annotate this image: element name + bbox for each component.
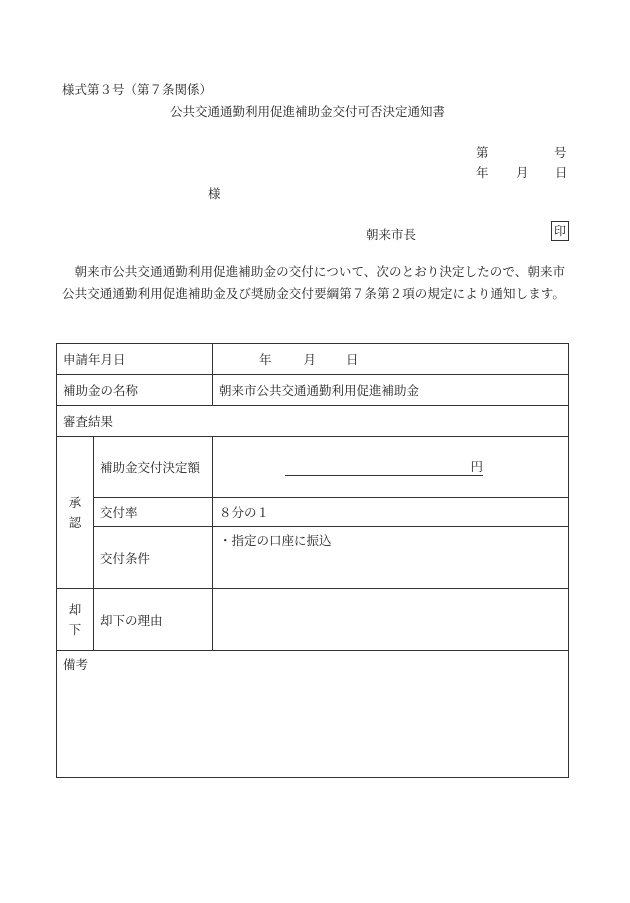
addressee-suffix: 様 bbox=[208, 186, 221, 201]
application-date-month: 月 bbox=[303, 352, 317, 367]
issue-date-day: 日 bbox=[555, 165, 568, 180]
rate-label: 交付率 bbox=[94, 498, 213, 527]
table-row bbox=[57, 437, 569, 498]
decided-amount-value bbox=[213, 437, 569, 498]
issuer-name: 朝来市長 bbox=[366, 227, 417, 242]
approval-char-1: 承 bbox=[68, 494, 82, 510]
rejection-char-2: 下 bbox=[68, 621, 82, 637]
application-date-year: 年 bbox=[259, 352, 272, 367]
rate-value: ８分の１ bbox=[213, 498, 569, 527]
table-row bbox=[57, 375, 569, 406]
rejection-char-1: 却 bbox=[68, 601, 82, 617]
conditions-label: 交付条件 bbox=[94, 527, 213, 589]
table-row bbox=[57, 589, 569, 651]
subsidy-name-value: 朝来市公共交通通勤利用促進補助金 bbox=[213, 375, 569, 406]
application-date-label: 申請年月日 bbox=[57, 344, 213, 375]
form-number: 様式第３号（第７条関係） bbox=[62, 82, 213, 97]
table-row bbox=[57, 498, 569, 527]
remarks-label: 備考 bbox=[57, 651, 569, 778]
notice-body-text: 朝来市公共交通通勤利用促進補助金の交付について、次のとおり決定したので、朝来市公共交通通勤利用促進補助金及び奨励金交付要綱第７条第２項の規定により通知します。 bbox=[62, 264, 566, 301]
decision-table bbox=[56, 343, 569, 778]
conditions-value: ・指定の口座に振込 bbox=[213, 527, 569, 589]
document-number-suffix: 号 bbox=[554, 145, 567, 160]
subsidy-name-label: 補助金の名称 bbox=[57, 375, 213, 406]
review-result-label: 審査結果 bbox=[57, 406, 569, 437]
document-number-prefix: 第 bbox=[476, 145, 489, 160]
issue-date-year: 年 bbox=[476, 165, 489, 180]
approval-group bbox=[57, 437, 94, 589]
issue-date-month: 月 bbox=[516, 165, 529, 180]
decided-amount-label: 補助金交付決定額 bbox=[94, 437, 213, 498]
document-title: 公共交通通勤利用促進補助金交付可否決定通知書 bbox=[170, 104, 446, 119]
seal-mark: 印 bbox=[551, 221, 569, 241]
rejection-reason-label: 却下の理由 bbox=[94, 589, 213, 651]
table-row bbox=[57, 406, 569, 437]
decided-amount-unit: 円 bbox=[285, 459, 483, 476]
rejection-group bbox=[57, 589, 94, 651]
application-date-value bbox=[213, 344, 569, 375]
table-row bbox=[57, 344, 569, 375]
table-row bbox=[57, 527, 569, 589]
rejection-reason-value bbox=[213, 589, 569, 651]
application-date-day: 日 bbox=[346, 352, 359, 367]
table-row bbox=[57, 651, 569, 778]
approval-char-2: 認 bbox=[68, 514, 82, 530]
